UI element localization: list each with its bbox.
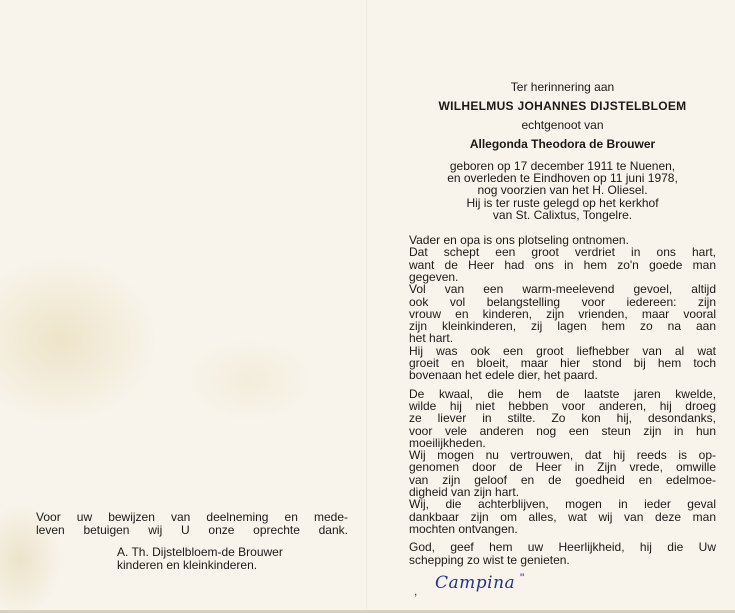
text-line: gegeven. [409,269,459,284]
text-line: Wij, die achterblijven, mogen in ieder geval [409,497,716,512]
text-line: het hart. [409,331,454,346]
detail-line: van St. Calixtus, Tongelre. [492,208,633,222]
spouse-name: Allegonda Theodora de Brouwer [469,137,656,151]
text-line: De kwaal, die hem de laatste jaren kwelde, [409,386,716,401]
thanks-line: leven betuigen wij U onze oprechte dank. [36,523,348,537]
text-line: van zijn geloof en de goedheid en edelmoe- [409,472,716,487]
text-line: Dat schept een groot verdriet in ons hart, [409,245,716,260]
text-line: ze liever in stilte. Zo kon hij, desondanks, [409,411,716,426]
handwritten-mark-close: " [520,571,525,585]
card-fold [366,0,368,613]
text-line: digheid van zijn hart. [409,485,520,499]
text-line: mochten ontvangen. [409,521,518,536]
text-line: zijn kleinkinderen, zij lagen hem zo na aan [409,319,716,334]
detail-line: geboren op 17 december 1911 te Nuenen, [449,159,676,173]
text-line: voor vele anderen nog een steun zijn in hun [409,423,716,438]
handwritten-note: Campina [435,573,516,593]
deceased-name: WILHELMUS JOHANNES DIJSTELBLOEM [438,99,687,113]
text-line: dankbaar zijn om alles, wat wij van deze man [409,509,716,524]
text-line: want de Heer had ons in hem zo'n goede man [409,257,716,272]
text-line: groeit en bloeit, maar hier stond bij hem toch [409,356,716,370]
family-signature: A. Th. Dijstelbloem-de Brouwer [117,545,283,559]
text-line: bovenaan het edele dier, het paard. [409,368,598,383]
text-line: God, geef hem uw Heerlijkheid, hij die Uw [409,540,716,555]
text-line: wilde hij niet hebben voor anderen, hij droeg [409,398,716,413]
relation-text: echtgenoot van [521,118,604,132]
detail-line: en overleden te Eindhoven op 11 juni 1978, [447,171,678,185]
text-line: genomen door de Heer in Zijn vrede, omwille [409,460,716,475]
handwritten-mark-open: , [414,584,418,598]
thanks-line: Voor uw bewijzen van deelneming en mede- [36,510,348,524]
detail-line: nog voorzien van het H. Oliesel. [477,183,648,197]
detail-line: Hij is ter ruste gelegd op het kerkhof [466,196,659,210]
text-line: moeilijkheden. [409,435,486,450]
text-line: Vader en opa is ons plotseling ontnomen. [409,233,629,247]
text-line: ook vol belangstelling voor iedereen: zijn [409,294,716,309]
text-line: Hij was ook een groot liefhebber van al wat [409,343,716,358]
text-line: vrouw en kinderen, zijn vrienden, maar vooral [409,306,716,321]
intro-text: Ter herinnering aan [510,80,615,94]
family-members: kinderen en kleinkinderen. [117,558,258,572]
text-line: schepping zo wist te genieten. [409,552,570,567]
text-line: Vol van een warm-meelevend gevoel, altijd [409,282,716,297]
text-line: Wij mogen nu vertrouwen, dat hij reeds is op- [409,448,716,463]
